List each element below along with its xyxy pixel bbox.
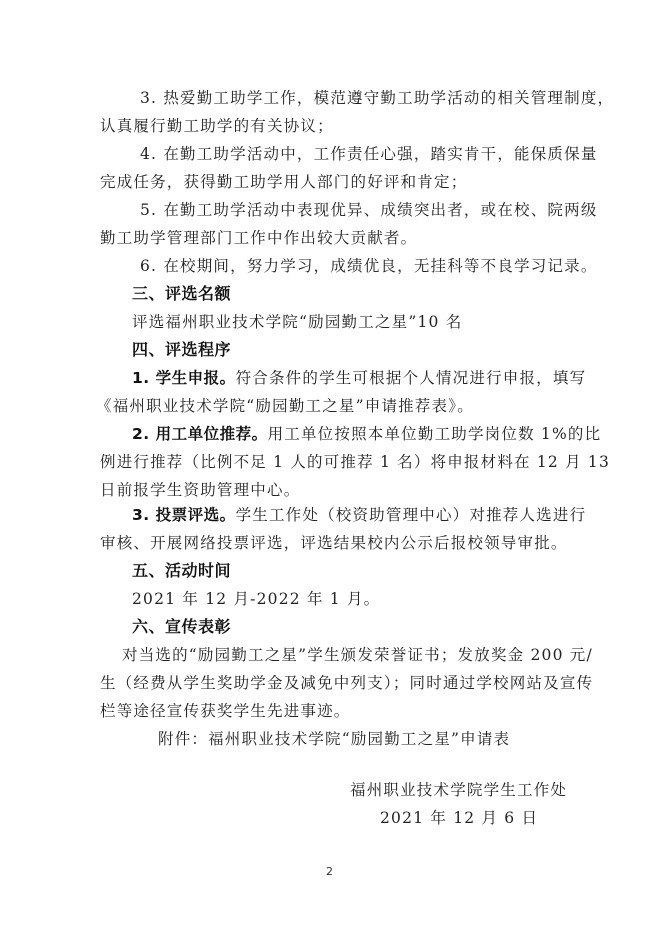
section-6-line-2: 生（经费从学生奖助学金及减免中列支）；同时通过学校网站及宣传 — [100, 674, 594, 692]
step-3-lead: 3. 投票评选。 — [132, 506, 236, 524]
step-3-text: 学生工作处（校资助管理中心）对推荐人选进行 — [235, 506, 587, 524]
step-1-line-1 — [132, 368, 586, 388]
section-6-line-3: 栏等途径宣传获奖学生先进事迹。 — [100, 702, 351, 720]
section-3-heading: 三、评选名额 — [132, 284, 232, 303]
criteria-item-6-line-1: 6. 在校期间，努力学习，成绩优良，无挂科等不良学习记录。 — [140, 257, 598, 275]
section-3-body: 评选福州职业技术学院“励园勤工之星”10 名 — [132, 313, 463, 331]
section-5-body: 2021 年 12 月-2022 年 1 月。 — [132, 590, 381, 608]
section-4-heading: 四、评选程序 — [132, 340, 232, 359]
step-1-text: 符合条件的学生可根据个人情况进行申报，填写 — [235, 369, 587, 387]
step-3-line-2: 审核、开展网络投票评选，评选结果校内公示后报校领导审批。 — [100, 534, 568, 552]
criteria-item-5-line-1: 5. 在勤工助学活动中表现优异、成绩突出者，或在校、院两级 — [140, 201, 598, 219]
step-1-lead: 1. 学生申报。 — [132, 369, 236, 387]
criteria-item-4-line-2: 完成任务，获得勤工助学用人部门的好评和肯定； — [100, 173, 468, 191]
step-2-line-2: 例进行推荐（比例不足 1 人的可推荐 1 名）将申报材料在 12 月 13 — [100, 453, 611, 471]
signature-org: 福州职业技术学院学生工作处 — [350, 781, 568, 799]
step-2-lead: 2. 用工单位推荐。 — [132, 425, 268, 443]
section-6-heading: 六、宣传表彰 — [132, 617, 232, 636]
page-number: 2 — [326, 865, 333, 878]
step-3-line-1 — [132, 505, 586, 525]
criteria-item-5-line-2: 勤工助学管理部门工作中作出较大贡献者。 — [100, 229, 418, 247]
section-6-line-1: 对当选的“励园勤工之星”学生颁发荣誉证书；发放奖金 200 元/ — [122, 646, 593, 664]
step-2-line-1 — [132, 424, 601, 444]
criteria-item-3-line-1: 3. 热爱勤工助学工作，模范遵守勤工助学活动的相关管理制度， — [140, 89, 615, 107]
criteria-item-4-line-1: 4. 在勤工助学活动中，工作责任心强，踏实肯干，能保质保量 — [140, 145, 598, 163]
criteria-item-3-line-2: 认真履行勤工助学的有关协议； — [100, 117, 334, 135]
step-2-text: 用工单位按照本单位勤工助学岗位数 1%的比 — [267, 425, 602, 443]
signature-date: 2021 年 12 月 6 日 — [380, 809, 539, 827]
step-2-line-3: 日前报学生资助管理中心。 — [100, 481, 301, 499]
attachment-note: 附件：福州职业技术学院“励园勤工之星”申请表 — [158, 730, 511, 748]
section-5-heading: 五、活动时间 — [132, 561, 232, 580]
step-1-line-2: 《福州职业技术学院“励园勤工之星”申请推荐表》。 — [96, 397, 474, 415]
